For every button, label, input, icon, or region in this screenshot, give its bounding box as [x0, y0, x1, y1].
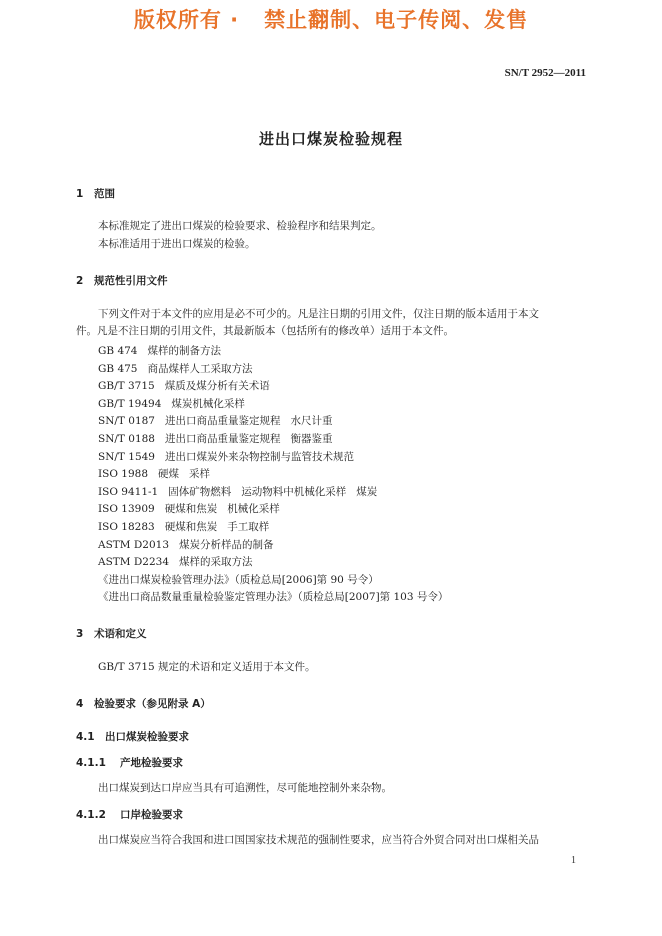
- reference-item: ISO 1988 硬煤 采样: [98, 468, 211, 481]
- reference-item: ASTM D2234 煤样的采取方法: [98, 556, 253, 569]
- section-number: 4.1.1: [76, 757, 106, 769]
- watermark-banner: 版权所有 · 禁止翻制、电子传阅、发售: [133, 8, 529, 32]
- section-title: 出口煤炭检验要求: [105, 731, 189, 743]
- document-title: 进出口煤炭检验规程: [258, 130, 403, 148]
- section-4-1-2-paragraph: 出口煤炭应当符合我国和进口国国家技术规范的强制性要求，应当符合外贸合同对出口煤相关品: [98, 834, 539, 846]
- standard-code: SN/T 2952—2011: [504, 67, 586, 79]
- section-4-1-1-heading: [76, 755, 183, 770]
- section-1-heading: [76, 186, 115, 201]
- section-4-heading: [76, 696, 211, 711]
- section-4-1-heading: [76, 729, 189, 744]
- section-number: 3: [76, 628, 84, 640]
- section-title: 范围: [94, 188, 115, 200]
- section-2-paragraph-line-1: 下列文件对于本文件的应用是必不可少的。凡是注日期的引用文件，仅注日期的版本适用于本文: [98, 308, 539, 320]
- reference-item: 《进出口煤炭检验管理办法》（质检总局[2006]第 90 号令）: [98, 573, 379, 586]
- section-2-heading: [76, 273, 168, 288]
- section-1-paragraph-1: 本标准规定了进出口煤炭的检验要求、检验程序和结果判定。: [98, 220, 382, 232]
- reference-item: GB 474 煤样的制备方法: [98, 345, 221, 357]
- reference-item: ISO 13909 硬煤和焦炭 机械化采样: [98, 503, 280, 516]
- reference-item: ISO 9411-1 固体矿物燃料 运动物料中机械化采样 煤炭: [98, 485, 378, 498]
- section-number: 4.1.2: [76, 809, 106, 821]
- section-number: 4.1: [76, 731, 95, 743]
- section-number: 4: [76, 698, 84, 710]
- reference-item: SN/T 0187 进出口商品重量鉴定规程 水尺计重: [98, 415, 333, 428]
- reference-item: 《进出口商品数量重量检验鉴定管理办法》（质检总局[2007]第 103 号令）: [98, 591, 449, 604]
- reference-item: GB 475 商品煤样人工采取方法: [98, 362, 253, 375]
- section-title: 术语和定义: [94, 628, 147, 640]
- section-title: 口岸检验要求: [120, 809, 183, 821]
- reference-list: [98, 343, 448, 607]
- section-2-paragraph-line-2: 件。凡是不注日期的引用文件，其最新版本（包括所有的修改单）适用于本文件。: [76, 325, 454, 337]
- section-3-paragraph: GB/T 3715 规定的术语和定义适用于本文件。: [98, 661, 316, 673]
- section-number: 2: [76, 275, 84, 287]
- reference-item: SN/T 1549 进出口煤炭外来杂物控制与监管技术规范: [98, 450, 354, 463]
- reference-item: GB/T 19494 煤炭机械化采样: [98, 397, 245, 410]
- reference-item: SN/T 0188 进出口商品重量鉴定规程 衡器鉴重: [98, 432, 333, 445]
- section-4-1-1-paragraph: 出口煤炭到达口岸应当具有可追溯性，尽可能地控制外来杂物。: [98, 782, 392, 794]
- reference-item: ISO 18283 硬煤和焦炭 手工取样: [98, 520, 270, 533]
- page-number: 1: [571, 855, 576, 866]
- reference-item: GB/T 3715 煤质及煤分析有关术语: [98, 380, 270, 393]
- reference-item: ASTM D2013 煤炭分析样品的制备: [98, 538, 274, 551]
- section-3-heading: [76, 626, 147, 641]
- section-title: 规范性引用文件: [94, 275, 168, 287]
- section-title: 产地检验要求: [120, 757, 183, 769]
- section-1-paragraph-2: 本标准适用于进出口煤炭的检验。: [98, 238, 256, 250]
- section-title: 检验要求（参见附录 A）: [94, 698, 211, 710]
- section-number: 1: [76, 188, 84, 200]
- section-4-1-2-heading: [76, 807, 183, 822]
